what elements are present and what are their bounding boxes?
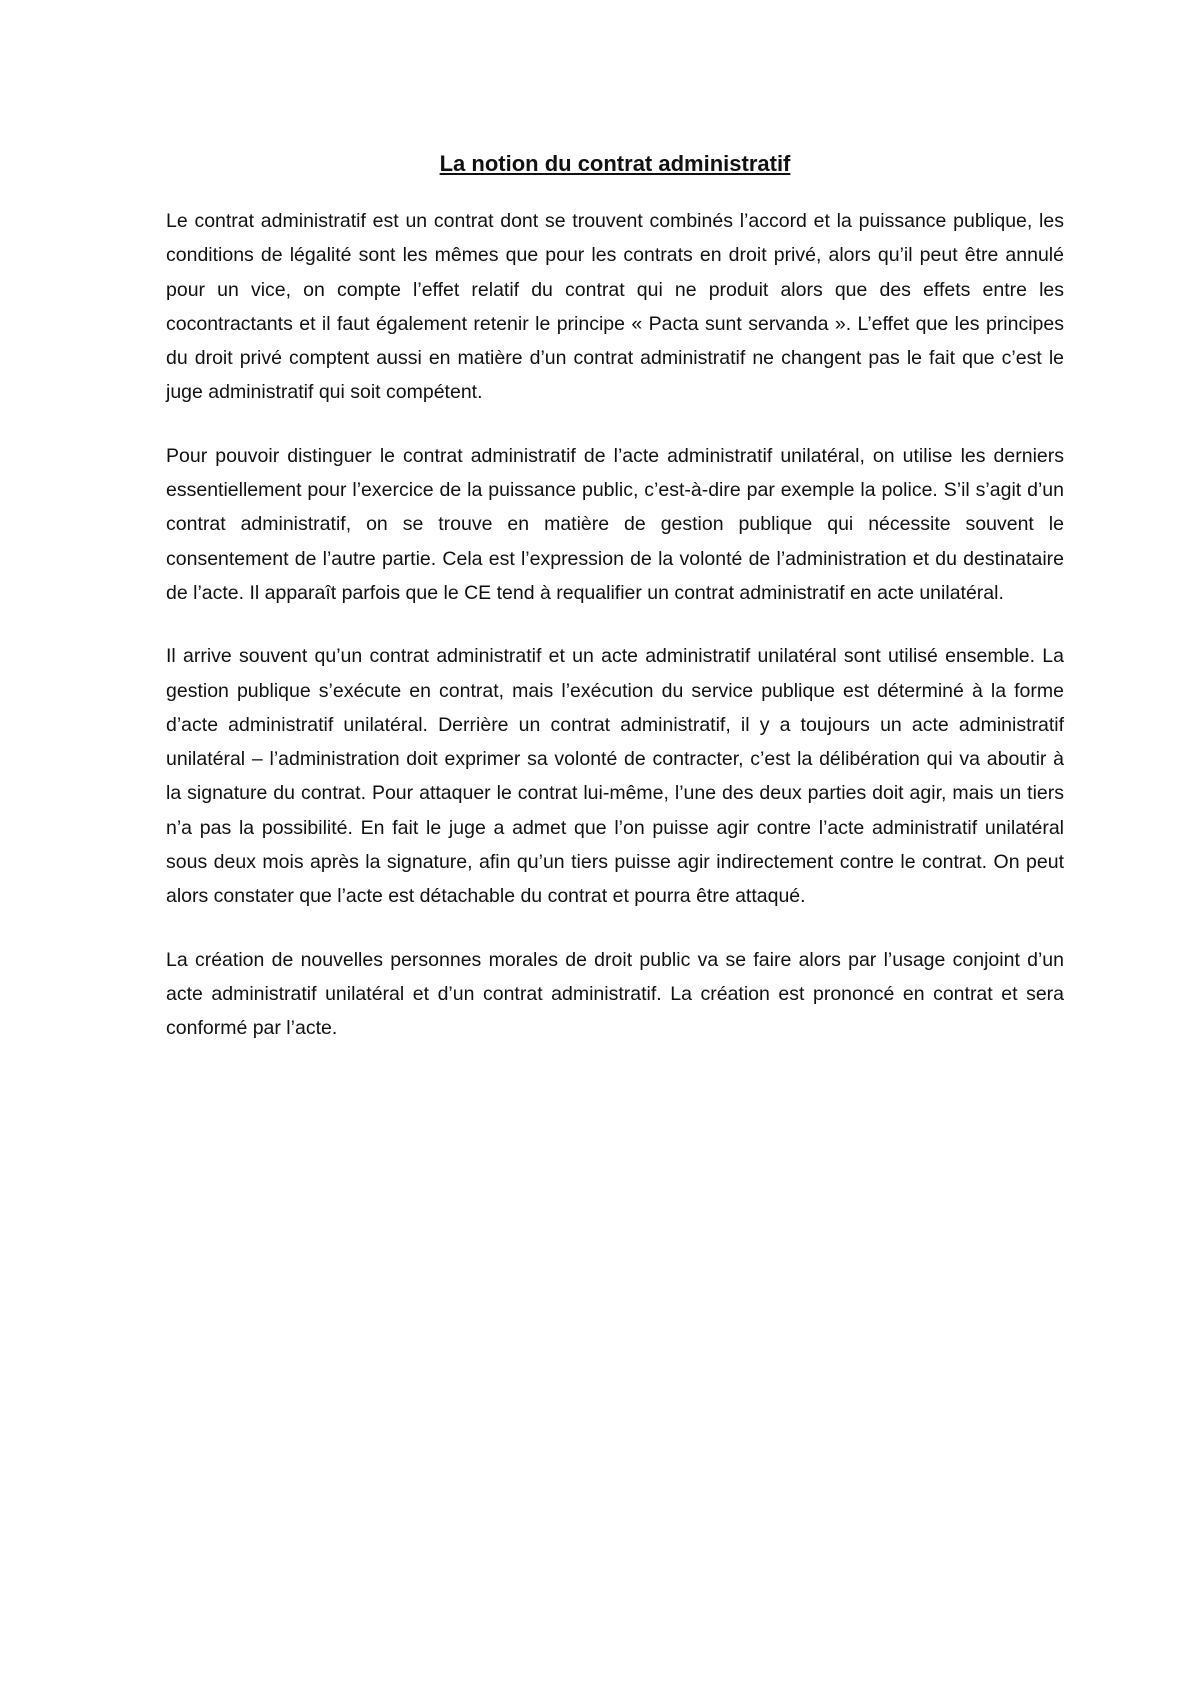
document-page	[166, 148, 1064, 1075]
paragraph-1: Le contrat administratif est un contrat dont se trouvent combinés l’accord et la puissance publique, les conditions de légalité sont les mêmes que pour les contrats en droit privé, alors qu’il peut être annulé pour un vice, on compte l’effet relatif du contrat qui ne produit alors que des effets entre les cocontractants et il faut également retenir le principe « Pacta sunt servanda ». L’effet que les principes du droit privé comptent aussi en matière d’un contrat administratif ne changent pas le fait que c’est le juge administratif qui soit compétent.	[166, 210, 1064, 404]
paragraph-2: Pour pouvoir distinguer le contrat administratif de l’acte administratif unilatéral, on utilise les derniers essentiellement pour l’exercice de la puissance public, c’est-à-dire par exemple la police. S’il s’agit d’un contrat administratif, on se trouve en matière de gestion publique qui nécessite souvent le consentement de l’autre partie. Cela est l’expression de la volonté de l’administration et du destinataire de l’acte. Il apparaît parfois que le CE tend à requalifier un contrat administratif en acte unilatéral.	[166, 444, 1064, 604]
document-title: La notion du contrat administratif	[439, 151, 791, 176]
paragraph-4: La création de nouvelles personnes morales de droit public va se faire alors par l’usage conjoint d’un acte administratif unilatéral et d’un contrat administratif. La création est prononcé en contrat et sera conformé par l’acte.	[166, 948, 1064, 1040]
paragraph-3: Il arrive souvent qu’un contrat administratif et un acte administratif unilatéral sont utilisé ensemble. La gestion publique s’exécute en contrat, mais l’exécution du service publique est déterminé à la forme d’acte administratif unilatéral. Derrière un contrat administratif, il y a toujours un acte administratif unilatéral – l’administration doit exprimer sa volonté de contracter, c’est la délibération qui va aboutir à la signature du contrat. Pour attaquer le contrat lui-même, l’une des deux parties doit agir, mais un tiers n’a pas la possibilité. En fait le juge a admet que l’on puisse agir contre l’acte administratif unilatéral sous deux mois après la signature, afin qu’un tiers puisse agir indirectement contre le contrat. On peut alors constater que l’acte est détachable du contrat et pourra être attaqué.	[166, 645, 1064, 908]
